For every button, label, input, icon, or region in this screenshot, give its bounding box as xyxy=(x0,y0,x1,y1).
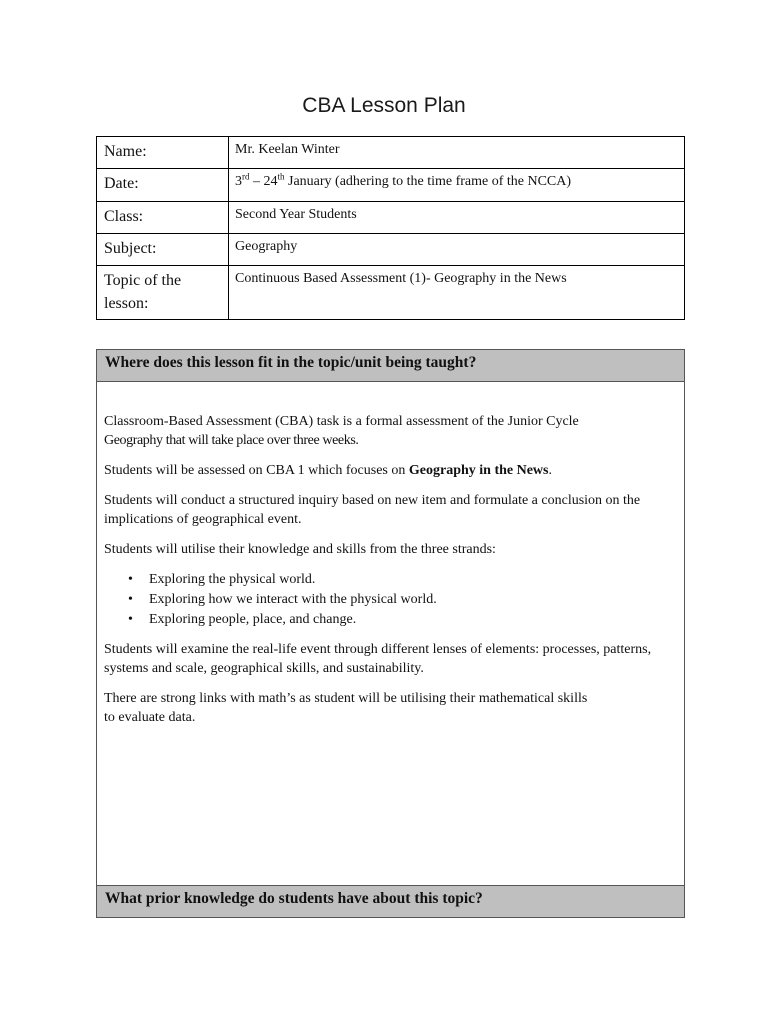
topic-label: Topic of the lesson: xyxy=(97,266,229,320)
paragraph-cba-focus xyxy=(104,461,679,480)
bullet-icon: • xyxy=(128,612,133,627)
date-end-suffix: th xyxy=(277,171,285,182)
list-item xyxy=(128,590,679,610)
date-start: 3 xyxy=(235,174,242,189)
table-row xyxy=(97,266,685,320)
date-label: Date: xyxy=(97,169,229,202)
bullet-icon: • xyxy=(128,572,133,587)
maths-links-line2: to evaluate data. xyxy=(104,710,196,725)
paragraph-lenses: Students will examine the real-life event through different lenses of elements: processes, patterns, systems and scale, geographical skills, and sustainability. xyxy=(104,642,652,676)
paragraph-maths-links xyxy=(104,689,679,727)
strand-text: Exploring people, place, and change. xyxy=(149,612,357,627)
subject-value: Geography xyxy=(229,234,685,266)
page-title: CBA Lesson Plan xyxy=(302,94,466,117)
table-row xyxy=(97,169,685,202)
cba-focus-end: . xyxy=(548,463,552,478)
list-item xyxy=(128,610,679,630)
strand-text: Exploring the physical world. xyxy=(149,572,316,587)
date-value xyxy=(229,169,685,202)
date-rest: January (adhering to the time frame of the NCCA) xyxy=(284,174,572,189)
list-item xyxy=(128,570,679,590)
table-row xyxy=(97,137,685,169)
name-label: Name: xyxy=(97,137,229,169)
subject-label: Subject: xyxy=(97,234,229,266)
date-mid: – 24 xyxy=(249,174,278,189)
class-value: Second Year Students xyxy=(229,202,685,234)
paragraph-cba-intro-line2: Geography that will take place over three weeks. xyxy=(104,433,359,448)
lesson-fit-section xyxy=(96,349,685,918)
lesson-fit-heading: Where does this lesson fit in the topic/unit being taught? xyxy=(97,350,684,382)
table-row xyxy=(97,202,685,234)
class-label: Class: xyxy=(97,202,229,234)
cba-focus-bold: Geography in the News xyxy=(408,463,549,478)
lesson-info-table xyxy=(96,136,685,320)
date-start-suffix: rd xyxy=(242,171,250,182)
paragraph-strands: Students will utilise their knowledge and skills from the three strands: xyxy=(104,542,496,557)
table-row xyxy=(97,234,685,266)
strands-list xyxy=(104,570,679,630)
maths-links-line1: There are strong links with math’s as student will be utilising their mathematical skills xyxy=(104,691,588,706)
lesson-fit-content xyxy=(104,412,679,738)
topic-value: Continuous Based Assessment (1)- Geography in the News xyxy=(229,266,685,320)
cba-focus-text: Students will be assessed on CBA 1 which focuses on xyxy=(104,463,409,478)
prior-knowledge-heading: What prior knowledge do students have about this topic? xyxy=(97,885,684,917)
bullet-icon: • xyxy=(128,592,133,607)
name-value: Mr. Keelan Winter xyxy=(229,137,685,169)
strand-text: Exploring how we interact with the physical world. xyxy=(149,592,437,607)
paragraph-cba-intro-line1: Classroom-Based Assessment (CBA) task is a formal assessment of the Junior Cycle xyxy=(104,414,579,429)
paragraph-inquiry: Students will conduct a structured inquiry based on new item and formulate a conclusion on the implications of geographical event. xyxy=(104,493,641,527)
paragraph-cba-intro xyxy=(104,412,679,450)
